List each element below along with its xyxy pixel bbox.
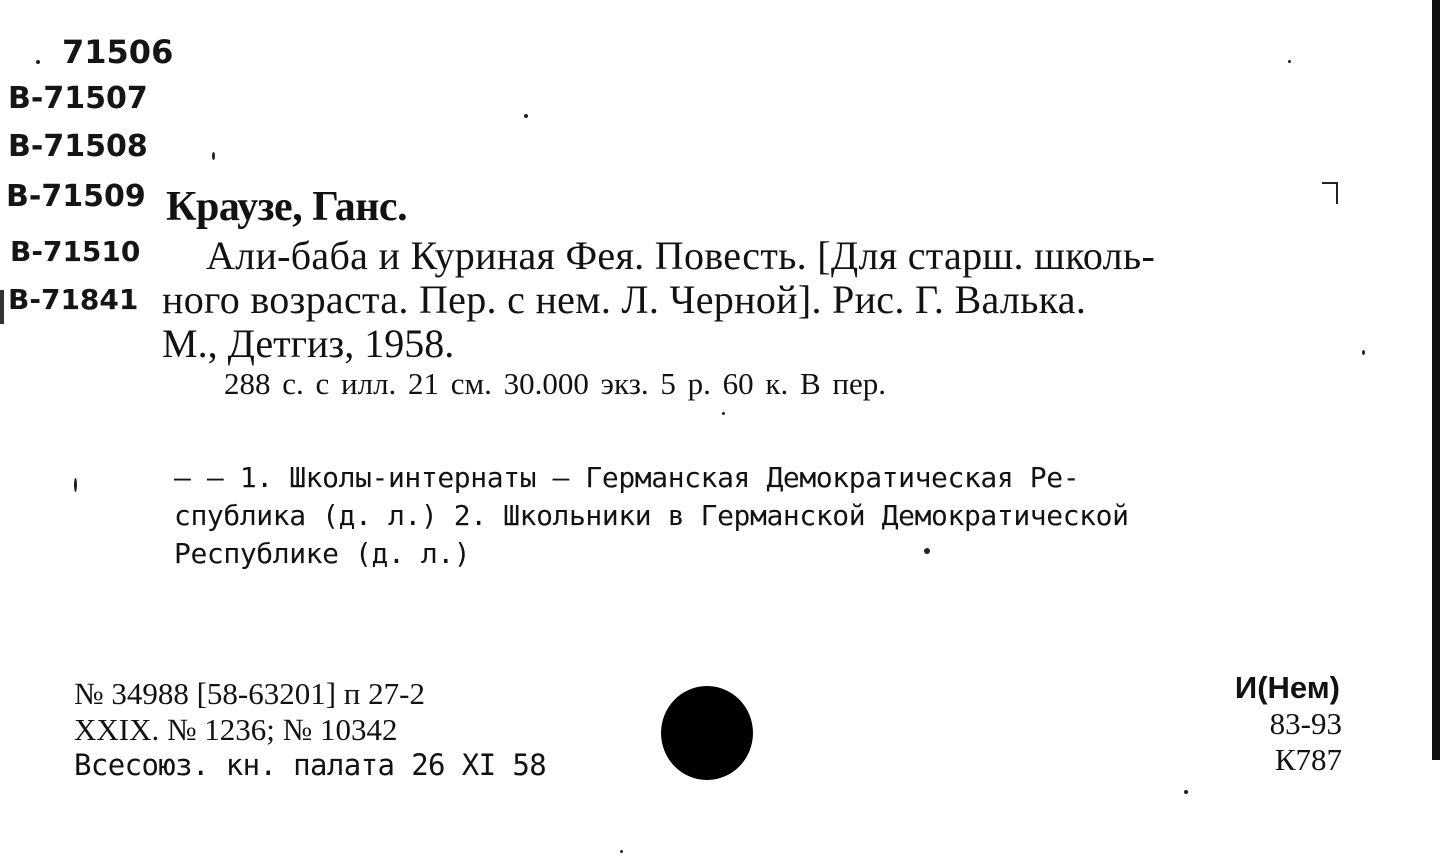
speck	[74, 478, 77, 492]
speck	[36, 60, 40, 64]
handwritten-number-1: 71506	[62, 33, 174, 71]
corner-mark	[1322, 182, 1338, 204]
speck	[1184, 790, 1188, 794]
registry-line-3: Всесоюз. кн. палата 26 XI 58	[74, 748, 547, 782]
registry-line-2: XXIX. № 1236; № 10342	[74, 712, 398, 747]
speck	[620, 850, 623, 853]
punch-hole	[661, 686, 753, 780]
registry-line-1: № 34988 [58-63201] п 27-2	[74, 676, 425, 711]
speck	[212, 152, 215, 160]
subjects-line-2: спублика (д. л.) 2. Школьники в Германской Демократической	[174, 499, 1129, 532]
description-line-3: М., Детгиз, 1958.	[162, 321, 455, 366]
author-mark: К787	[1274, 742, 1342, 777]
speck	[924, 548, 930, 554]
card-left-mark	[0, 290, 4, 324]
classification-number: 83-93	[1269, 706, 1342, 741]
subjects-line-3: Республике (д. л.)	[174, 537, 471, 570]
speck	[722, 412, 725, 415]
classification-code: И(Нем)	[1234, 670, 1340, 705]
handwritten-number-5: B-71510	[10, 235, 141, 268]
speck	[524, 114, 528, 118]
author-heading: Краузе, Ганс.	[166, 184, 408, 230]
card-edge	[1432, 0, 1440, 856]
description-line-1: Али-баба и Куриная Фея. Повесть. [Для старш. школь-	[206, 233, 1156, 278]
handwritten-number-6: B-71841	[8, 283, 139, 316]
physical-description: 288 с. с илл. 21 см. 30.000 экз. 5 р. 60 к. В пер.	[224, 366, 886, 401]
handwritten-number-4: B-71509	[6, 179, 146, 214]
subjects-line-1: — — 1. Школы-интернаты — Германская Демократическая Ре-	[174, 461, 1080, 494]
speck	[1362, 350, 1365, 355]
handwritten-number-2: B-71507	[8, 81, 148, 116]
description-line-2: ного возраста. Пер. с нем. Л. Черной]. Рис. Г. Валька.	[162, 277, 1087, 322]
handwritten-number-3: B-71508	[8, 129, 148, 164]
speck	[1288, 60, 1291, 63]
card-edge-gap	[1432, 760, 1440, 856]
